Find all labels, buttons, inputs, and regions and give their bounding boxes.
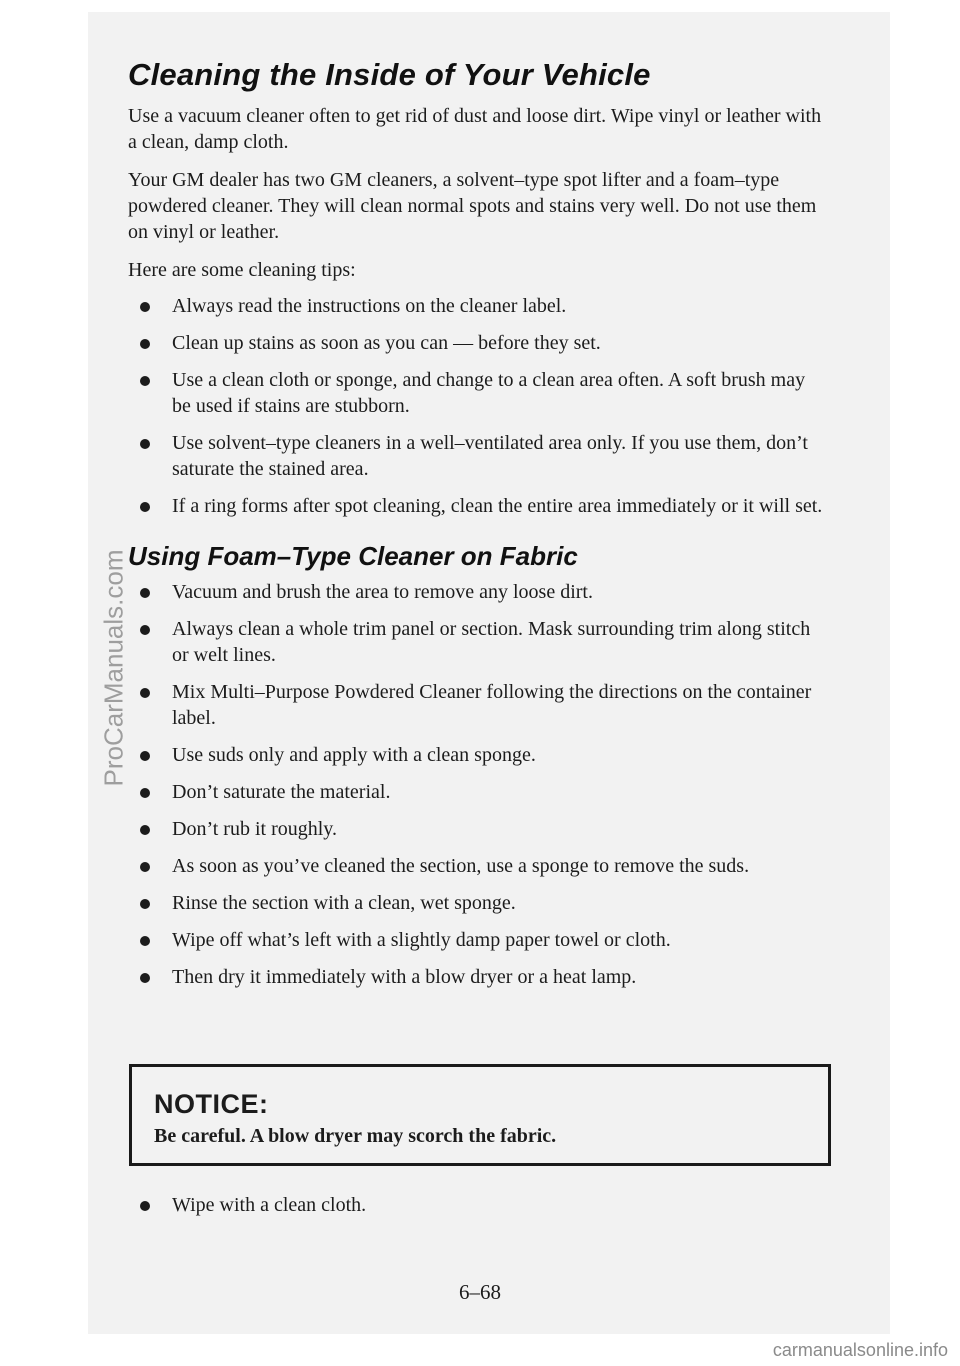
list-item (128, 1192, 828, 1218)
list-item-text: As soon as you’ve cleaned the section, use a sponge to remove the suds. (172, 855, 750, 877)
list-item (128, 816, 828, 842)
notice-box (129, 1064, 831, 1166)
list-item-text: Rinse the section with a clean, wet sponge. (172, 892, 516, 914)
intro-paragraph: Your GM dealer has two GM cleaners, a solvent–type spot lifter and a foam–type powdered cleaner. They will clean normal spots and stains very well. Do not use them on vinyl or leather. (128, 169, 817, 243)
list-item (128, 742, 828, 768)
list-item (128, 890, 828, 916)
bottom-watermark: carmanualsonline.info (772, 1340, 948, 1360)
list-item (128, 679, 828, 731)
notice-title: NOTICE: (154, 1089, 269, 1119)
final-step (128, 1192, 828, 1229)
cleaning-tips-list (128, 293, 828, 519)
list-item (128, 616, 828, 668)
list-item-text: Always read the instructions on the cleaner label. (172, 295, 567, 317)
list-item (128, 493, 828, 519)
side-watermark: ProCarManuals.com (98, 549, 129, 787)
list-item (128, 579, 828, 605)
bullet-icon (140, 439, 150, 449)
list-item-text: If a ring forms after spot cleaning, clean the entire area immediately or it will set. (172, 495, 823, 517)
bullet-icon (140, 973, 150, 983)
list-item (128, 853, 828, 879)
intro-paragraph: Here are some cleaning tips: (128, 259, 356, 281)
list-item-text: Don’t saturate the material. (172, 781, 391, 803)
bullet-icon (140, 376, 150, 386)
list-item-text: Mix Multi–Purpose Powdered Cleaner following the directions on the container label. (172, 681, 812, 729)
bullet-icon (140, 1201, 150, 1211)
list-item (128, 330, 828, 356)
list-item (128, 927, 828, 953)
list-item-text: Don’t rub it roughly. (172, 818, 337, 840)
list-item-text: Use solvent–type cleaners in a well–ventilated area only. If you use them, don’t saturate the stained area. (172, 432, 808, 480)
list-item-text: Vacuum and brush the area to remove any loose dirt. (172, 581, 593, 603)
list-item-text: Wipe off what’s left with a slightly damp paper towel or cloth. (172, 929, 671, 951)
foam-steps-list (128, 579, 828, 990)
bullet-icon (140, 936, 150, 946)
list-item-text: Then dry it immediately with a blow dryer or a heat lamp. (172, 966, 637, 988)
list-item (128, 430, 828, 482)
notice-text: Be careful. A blow dryer may scorch the fabric. (154, 1125, 557, 1147)
final-step-list (128, 1192, 828, 1218)
main-content (128, 55, 828, 1001)
list-item (128, 367, 828, 419)
list-item (128, 293, 828, 319)
page-title: Cleaning the Inside of Your Vehicle (128, 57, 651, 92)
bullet-icon (140, 302, 150, 312)
bullet-icon (140, 502, 150, 512)
list-item-text: Clean up stains as soon as you can — before they set. (172, 332, 601, 354)
list-item-text: Wipe with a clean cloth. (172, 1194, 367, 1216)
list-item (128, 964, 828, 990)
list-item-text: Always clean a whole trim panel or section. Mask surrounding trim along stitch or welt lines. (172, 618, 811, 666)
bullet-icon (140, 788, 150, 798)
bullet-icon (140, 688, 150, 698)
bullet-icon (140, 862, 150, 872)
bullet-icon (140, 339, 150, 349)
page-number: 6–68 (459, 1280, 501, 1304)
bullet-icon (140, 625, 150, 635)
intro-paragraph: Use a vacuum cleaner often to get rid of dust and loose dirt. Wipe vinyl or leather with a clean, damp cloth. (128, 105, 822, 153)
section-heading: Using Foam–Type Cleaner on Fabric (128, 541, 578, 571)
bullet-icon (140, 588, 150, 598)
list-item-text: Use a clean cloth or sponge, and change to a clean area often. A soft brush may be used if stains are stubborn. (172, 369, 806, 417)
list-item-text: Use suds only and apply with a clean sponge. (172, 744, 536, 766)
bullet-icon (140, 825, 150, 835)
list-item (128, 779, 828, 805)
bullet-icon (140, 751, 150, 761)
bullet-icon (140, 899, 150, 909)
